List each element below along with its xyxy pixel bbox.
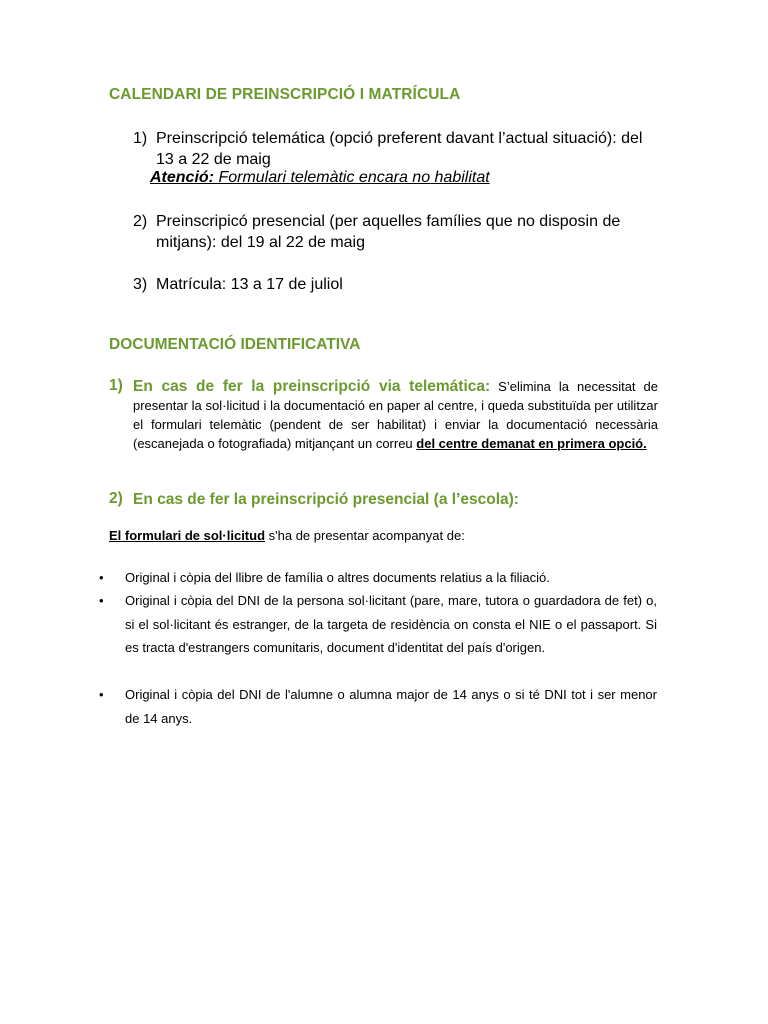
calendar-item-number: 3) xyxy=(133,276,148,293)
documentation-item-lead: En cas de fer la preinscripció presencial (a l’escola): xyxy=(133,491,519,508)
documentation-item-lead: En cas de fer la preinscripció via telemática: xyxy=(133,378,491,395)
documentation-item-number: 1) xyxy=(109,377,123,394)
calendar-item-text: Preinscripció telemática (opció preferent davant l’actual situació): del 13 a 22 de maig xyxy=(156,130,643,168)
attention-note xyxy=(150,169,490,187)
bullet-icon: • xyxy=(99,593,104,608)
calendar-item-number: 2) xyxy=(133,213,148,230)
requirement-text: Original i còpia del llibre de família o altres documents relatius a la filiació. xyxy=(125,570,550,585)
requirements-intro-label: El formulari de sol·licitud xyxy=(109,528,266,543)
requirement-text: Original i còpia del DNI de l'alumne o alumna major de 14 anys o si té DNI tot i ser menor de 14 anys. xyxy=(125,687,657,726)
calendar-item-number: 1) xyxy=(133,130,148,147)
documentation-item-body: S’elimina la necessitat de presentar la sol·licitud i la documentació en paper al centre, i queda substituïda per utilitzar el formulari telemàtic (pendent de ser habilitat) i enviar la documentació necessària (escanejada o fotografiada) mitjançant un correu xyxy=(133,379,658,451)
calendar-item-text: Preinscripicó presencial (per aquelles famílies que no disposin de mitjans): del 19 al 22 de maig xyxy=(156,213,621,251)
attention-label: Atenció: xyxy=(150,169,214,186)
bullet-icon: • xyxy=(99,687,104,702)
documentation-item-underlined: del centre demanat en primera opció. xyxy=(416,436,647,451)
documentation-item-text xyxy=(133,490,658,509)
attention-text: Formulari telemàtic encara no habilitat xyxy=(214,169,490,186)
bullet-icon: • xyxy=(99,570,104,585)
documentation-item-number: 2) xyxy=(109,490,123,507)
documentation-item-text xyxy=(133,377,658,453)
calendar-heading: CALENDARI DE PREINSCRIPCIÓ I MATRÍCULA xyxy=(109,86,461,103)
requirements-intro-text: s'ha de presentar acompanyat de: xyxy=(265,528,465,543)
calendar-item-text: Matrícula: 13 a 17 de juliol xyxy=(156,276,343,293)
documentation-heading: DOCUMENTACIÓ IDENTIFICATIVA xyxy=(109,336,361,353)
requirements-intro xyxy=(109,528,465,543)
requirement-text: Original i còpia del DNI de la persona sol·licitant (pare, mare, tutora o guardadora de fet) o, si el sol·licitant és estranger, de la targeta de residència on consta el NIE o el passaport. Si es tracta d'estrangers comunitaris, document d'identitat del país d'origen. xyxy=(125,593,657,655)
